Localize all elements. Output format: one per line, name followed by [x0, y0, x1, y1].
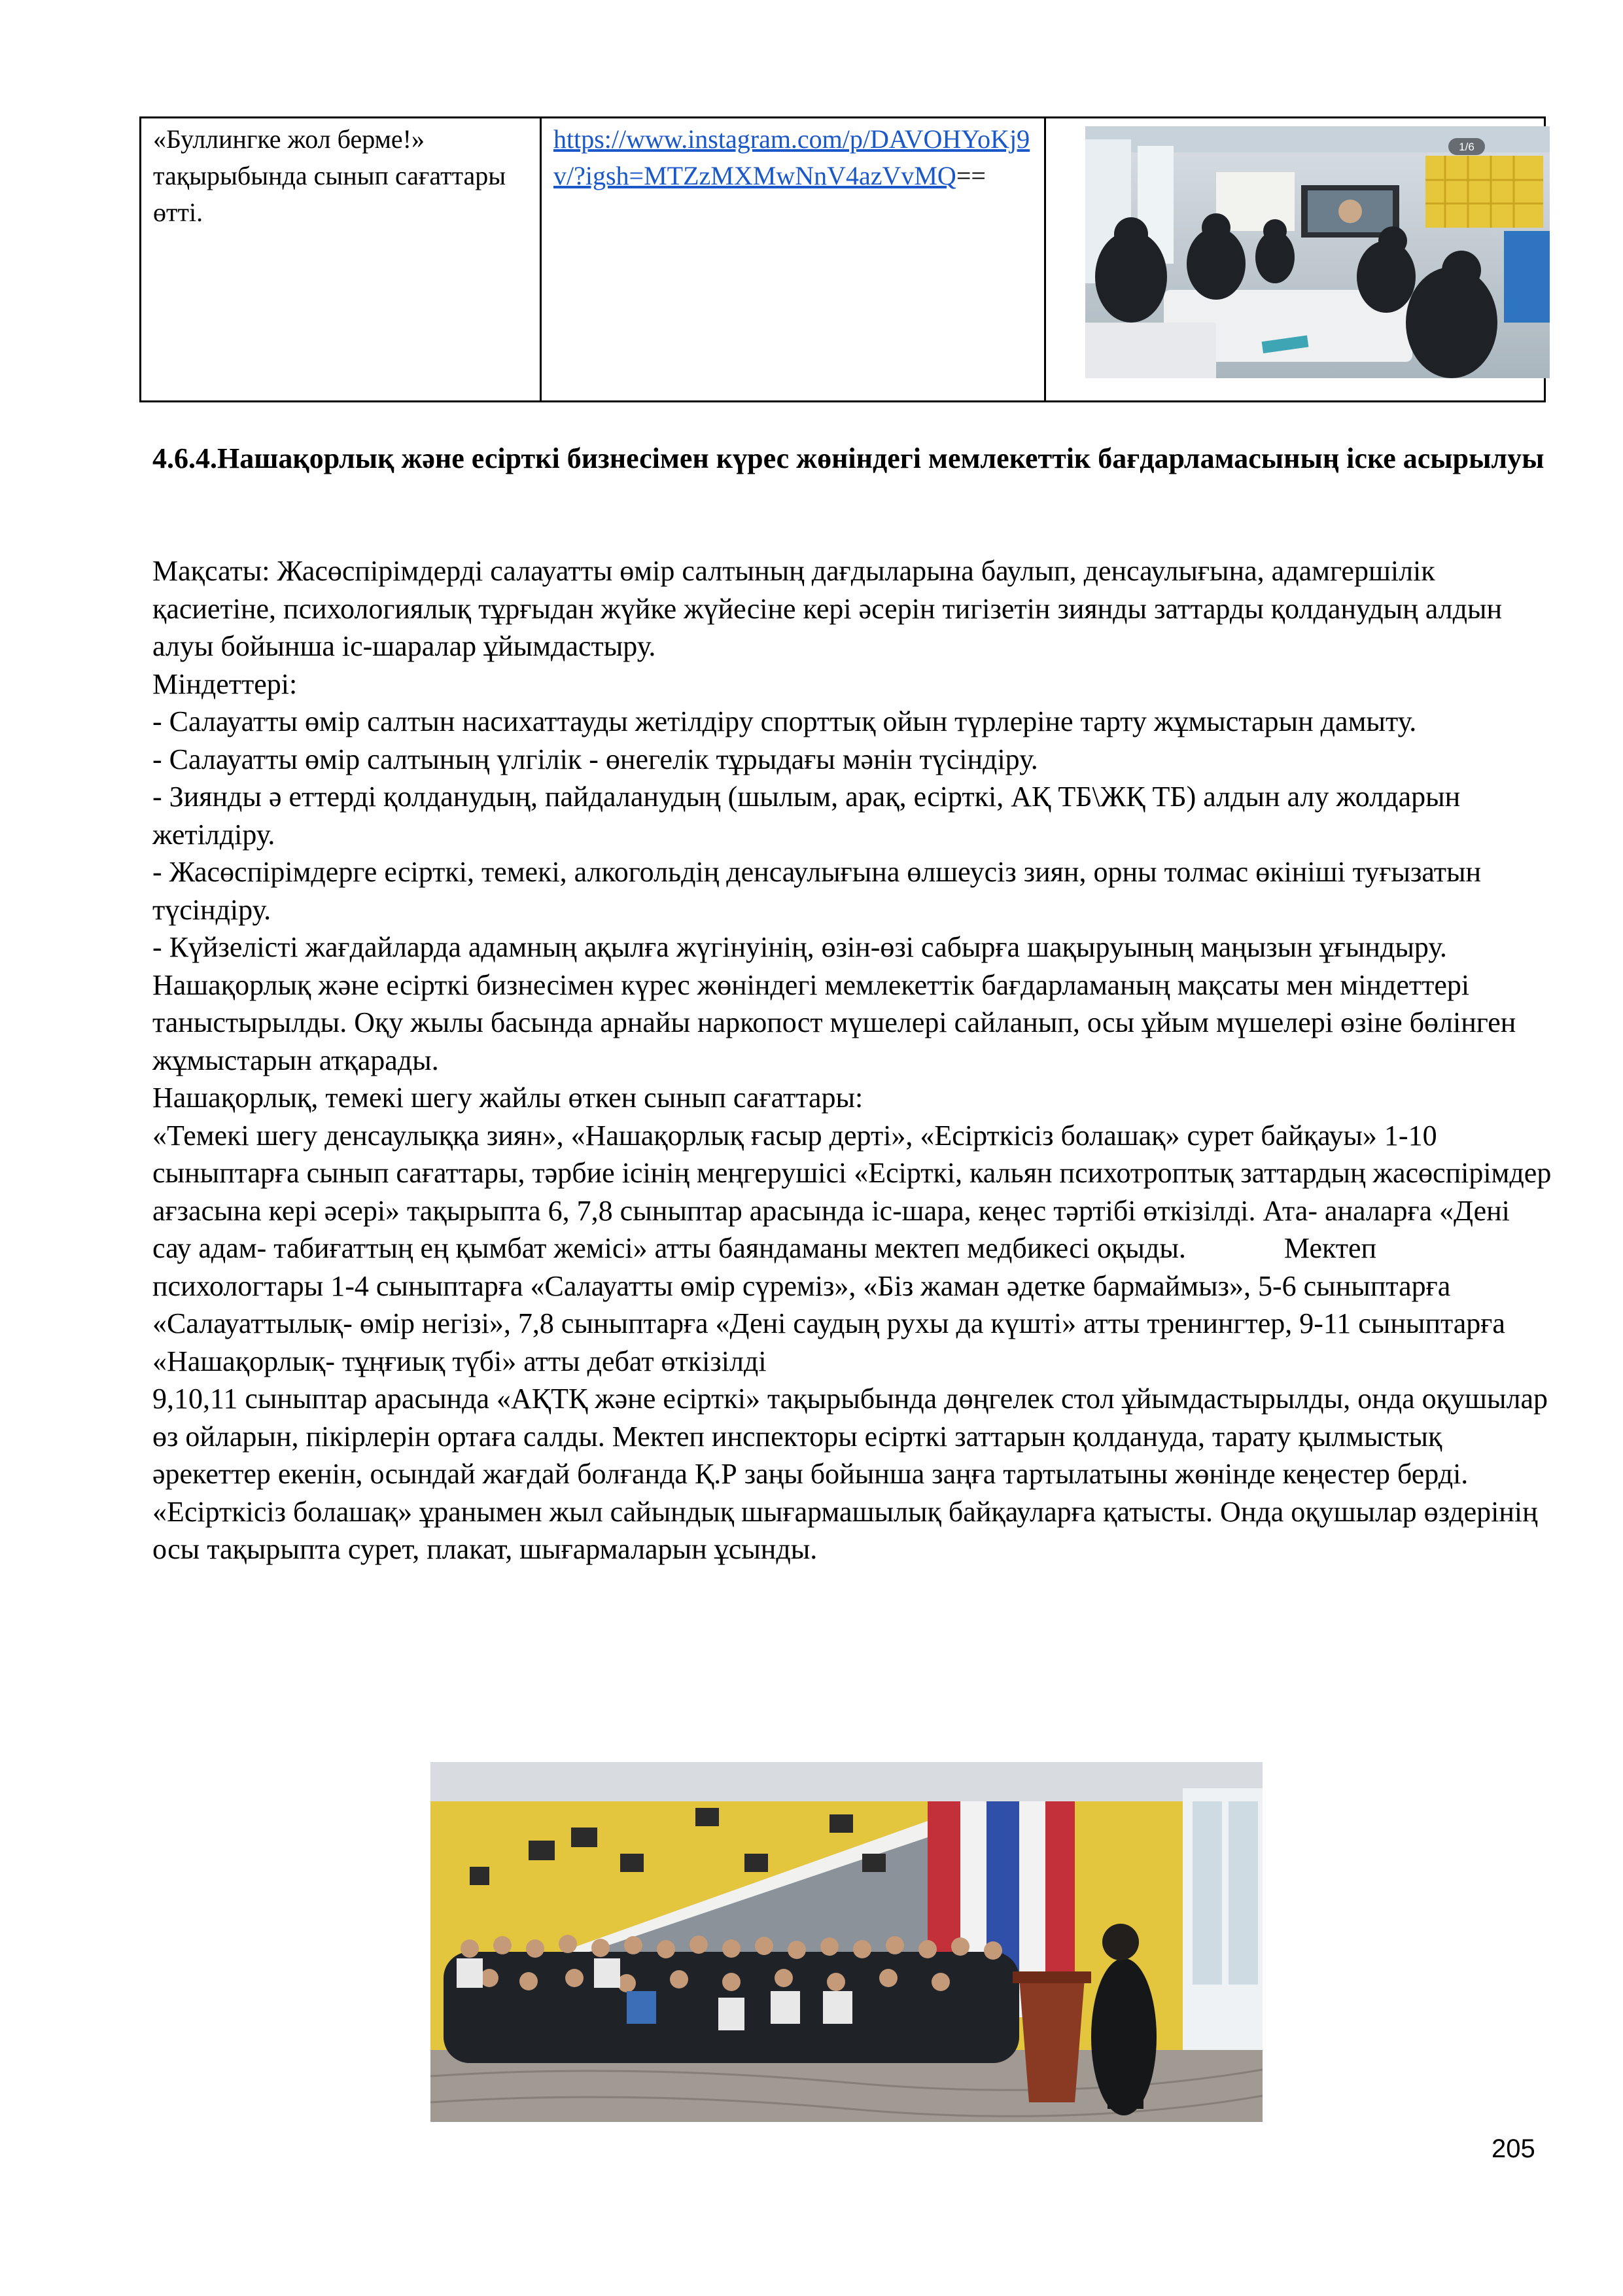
- task-item: - Күйзелісті жағдайларда адамның ақылға жүгінуінің, өзін-өзі сабырға шақыруының маңызын ұғындыру.: [152, 931, 1447, 963]
- event-description: «Буллингке жол берме!» тақырыбында сынып сағаттары өтті.: [153, 124, 506, 227]
- activities-part-a: «Темекі шегу денсаулыққа зиян», «Нашақорлық ғасыр дерті», «Есірткісіз болашақ» сурет байқауы» 1-10 сыныптарға сынып сағаттары, тәрбие ісінің меңгерушісі «Есірткі, кальян психотроптық заттардың жасөспірімдер ағзасына кері әсері» тақырыпта 6, 7,8 сыныптар арасында іс-шара, кеңес тәртібі өткізілді. Ата- аналарға «Дені сау адам- табиғаттың ең қымбат жемісі» атты баяндаманы мектеп медбикесі оқыды.: [152, 1119, 1552, 1264]
- final-paragraph: 9,10,11 сыныптар арасында «АҚТҚ және есірткі» тақырыбында дөңгелек стол ұйымдастырылды, онда оқушылар өз ойларын, пікірлерін ортаға салды. Мектеп инспекторы есірткі заттарын қолдануда, тарату қылмыстық әрекеттер екенін, осындай жағдай болғанда Қ.Р заңы бойынша заңға тартылатыны жөнінде кеңестер берді. «Есірткісіз болашақ» ұранымен жыл сайындық шығармашылық байқауларға қатысты. Онда оқушылар өздерінің осы тақырыпта сурет, плакат, шығармаларын ұсынды.: [152, 1383, 1548, 1565]
- tasks-label: Міндеттері:: [152, 667, 298, 700]
- event-description-cell: [141, 118, 542, 400]
- activities-part-b: Мектеп психологтары 1-4 сыныптарға «Салауатты өмір сүреміз», «Біз жаман әдетке бармаймыз», 5-6 сыныптарға «Салауаттылық- өмір негізі», 7,8 сыныптарға «Дені саудың рухы да күшті» атты тренингтер, 9-11 сыныптарға «Нашақорлық- тұңғиық түбі» атты дебат өткізілді: [152, 1232, 1505, 1377]
- photo-counter-badge: 1/6: [1459, 141, 1475, 153]
- assembly-photo: [430, 1762, 1263, 2122]
- link-suffix: ==: [956, 161, 986, 190]
- class-hours-label: Нашақорлық, темекі шегу жайлы өткен сынып сағаттары:: [152, 1082, 864, 1114]
- program-paragraph: Нашақорлық және есірткі бизнесімен күрес жөніндегі мемлекеттік бағдарламаның мақсаты мен міндеттері таныстырылды. Оқу жылы басында арнайы наркопост мүшелері сайланып, осы ұйым мүшелері өзіне бөлінген жұмыстарын атқарады.: [152, 968, 1516, 1076]
- event-link-cell: [542, 118, 1046, 400]
- task-item: - Жасөспірімдерге есірткі, темекі, алкогольдің денсаулығына өлшеусіз зиян, орны толмас өкініші туғызатын түсіндіру.: [152, 856, 1482, 926]
- assembly-hall-image: [430, 1762, 1263, 2122]
- section-body: [152, 552, 1552, 1568]
- instagram-link[interactable]: https://www.instagram.com/p/DAVOHYoKj9v/?igsh=MTZzMXMwNnV4azVvMQ: [553, 124, 1030, 190]
- goal-paragraph: Мақсаты: Жасөспірімдерді салауатты өмір салтының дағдыларына баулып, денсаулығына, адамгершілік қасиетіне, психологиялық тұрғыдан жүйке жүйесіне кері әсерін тигізетін зиянды заттарды қолданудың алдын алуы бойынша іс-шаралар ұйымдастыру.: [152, 555, 1503, 662]
- task-item: - Салауатты өмір салтының үлгілік - өнегелік тұрыдағы мәнін түсіндіру.: [152, 743, 1038, 775]
- classroom-photo: [1085, 126, 1550, 378]
- task-item: - Салауатты өмір салтын насихаттауды жетілдіру спорттық ойын түрлеріне тарту жұмыстарын дамыту.: [152, 705, 1417, 737]
- event-table-row: [139, 116, 1546, 402]
- section-heading: 4.6.4.Нашақорлық және есірткі бизнесімен күрес жөніндегі мемлекеттік бағдарламасының іске асырылуы: [152, 442, 1544, 474]
- activities-paragraph: [152, 1117, 1552, 1381]
- page-number: 205: [1492, 2134, 1535, 2163]
- event-photo-cell: [1046, 118, 1544, 400]
- task-item: - Зиянды ә еттерді қолданудың, пайдаланудың (шылым, арақ, есірткі, АҚ ТБ\ЖҚ ТБ) алдын алу жолдарын жетілдіру.: [152, 781, 1461, 851]
